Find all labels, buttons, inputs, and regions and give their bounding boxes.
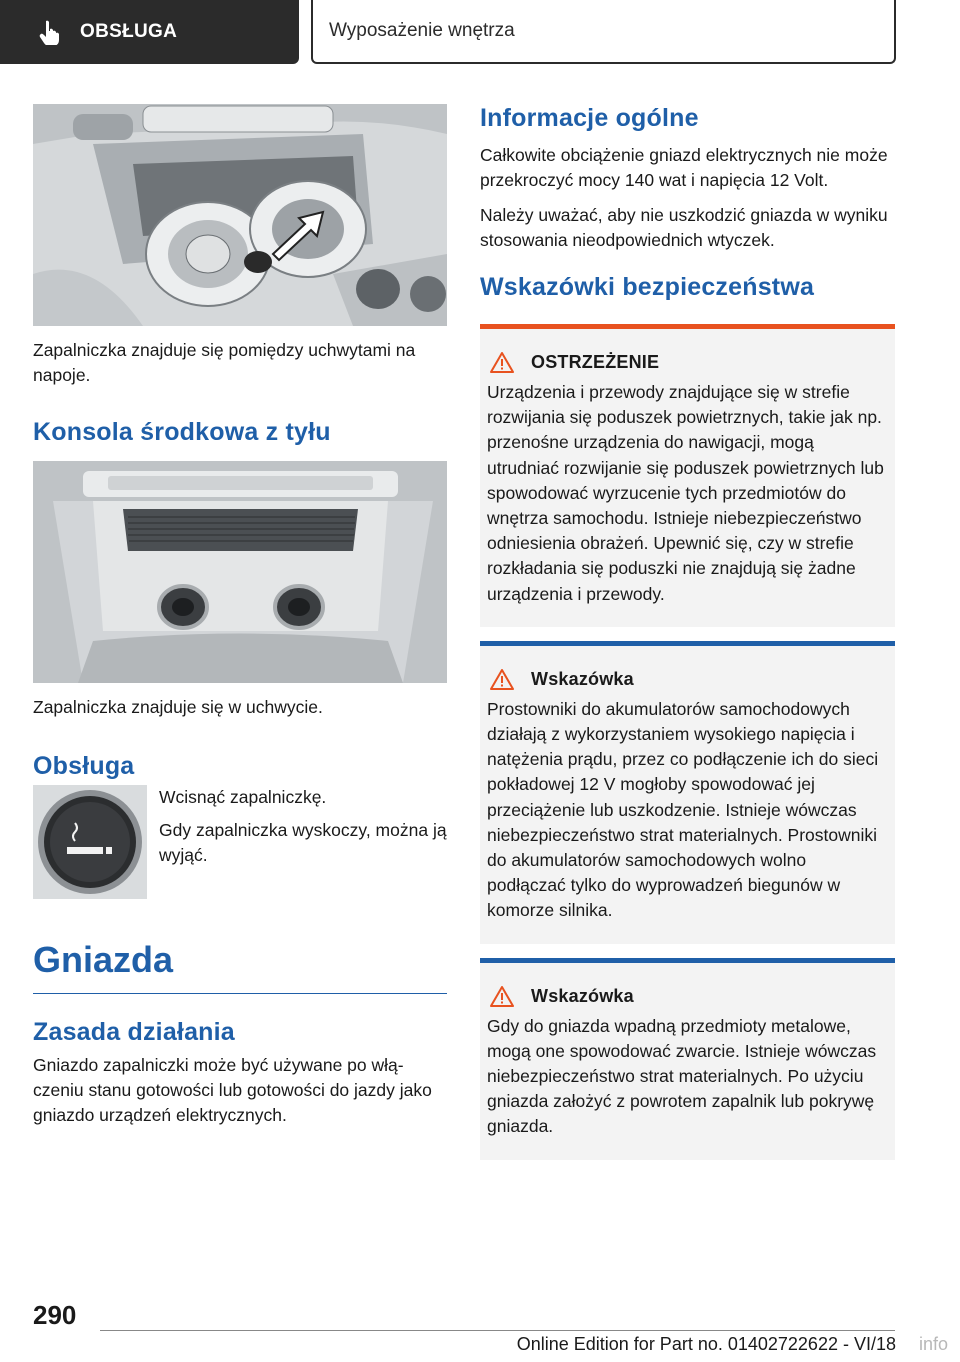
note-box-metal [480, 958, 895, 1160]
note-title-row [487, 985, 887, 1008]
operation-block [33, 785, 447, 899]
note-title-row [487, 668, 887, 691]
warning-triangle-icon [489, 668, 515, 691]
heading-rear-console: Konsola środkowa z tyłu [33, 418, 331, 446]
general-text-load: Całkowite obciążenie gniazd elektrycznych nie może przekroczyć mocy 140 wat i napięcia 12 Volt. [480, 145, 888, 190]
warning-text: Urządzenia i przewody znajdujące się w strefie rozwijania się poduszek powietrznych, takie jak np. przenośne urządzenia do nawigacji, mogą utrudniać rozwijanie się poduszek powietrznych lub spowodować wyrzucenie tych przedmiotów do wnętrza samochodu. Istnieje niebezpieczeństwo odniesienia obrażeń. Upewnić się, czy w strefie rozkładania się poduszki nie znajdują się żadne urządzenia i przewody. [487, 382, 884, 604]
note-title: Wskazówka [531, 985, 634, 1006]
heading-operation: Obsługa [33, 752, 135, 780]
heading-principle: Zasada działania [33, 1018, 235, 1046]
warning-triangle-icon [489, 985, 515, 1008]
section-label: OBSŁUGA [80, 21, 178, 42]
operation-text [159, 785, 447, 899]
general-text-plugs: Należy uważać, aby nie uszkodzić gniazda w wyniku stosowania nieodpowiednich wtyczek. [480, 205, 888, 250]
warning-title-row [487, 351, 887, 374]
note-text: Prostowniki do akumulatorów samochodowych działają z wykorzystaniem wysokiego napięcia i natężenia prądu, przez co podłączenie ich do sieci pokładowej 12 V mogłoby spowodować jej przeciążenie lub uszkodzenie. Istnieje wówczas niebezpieczeństwo strat materialnych. Prostowniki do akumulatorów samochodowych wolno podłączać tylko do wyprowadzeń biegunów w komorze silnika. [487, 698, 879, 921]
left-column [33, 104, 447, 1128]
lighter-button-photo [33, 785, 147, 899]
chapter-tab[interactable] [311, 0, 896, 64]
heading-safety: Wskazówki bezpieczeństwa [480, 273, 815, 301]
heading-general-info: Informacje ogólne [480, 104, 699, 132]
edition-text: Online Edition for Part no. 01402722622 - VI/18 [516, 1334, 896, 1354]
warning-triangle-icon [489, 351, 515, 374]
principle-text: Gniazdo zapalniczki może być używane po włączeniu stanu gotowości lub gotowości do jazdy jako gniazdo urządzeń elektrycznych. [33, 1055, 432, 1125]
section-tab[interactable] [0, 0, 299, 64]
heading-divider [33, 993, 447, 994]
cupholder-lighter-photo [33, 104, 447, 326]
rear-console-photo [33, 461, 447, 683]
note-text: Gdy do gniazda wpadną przedmioty metalowe, mogą one spowodować zwarcie. Istnieje wówczas niebezpieczeństwo strat materialnych. Po użyciu gniazda założyć z powrotem zapalnik lub pokrywę gniazda. [487, 1015, 877, 1137]
operation-step-remove: Gdy zapalniczka wyskoczy, można ją wyjąć. [159, 820, 447, 865]
hand-pointer-icon [38, 19, 64, 45]
footer-divider [100, 1330, 895, 1331]
right-column [480, 104, 895, 1160]
caption-front: Zapalniczka znajduje się pomiędzy uchwytami na napoje. [33, 340, 416, 385]
caption-rear: Zapalniczka znajduje się w uchwycie. [33, 697, 323, 717]
note-title: Wskazówka [531, 668, 634, 689]
watermark: info [918, 1334, 948, 1354]
chapter-title: Wyposażenie wnętrza [329, 20, 515, 41]
operation-step-press: Wcisnąć zapalniczkę. [159, 787, 327, 807]
note-box-chargers [480, 641, 895, 944]
heading-sockets: Gniazda [33, 939, 174, 980]
warning-title: OSTRZEŻENIE [531, 352, 660, 372]
warning-box [480, 324, 895, 627]
page-number: 290 [33, 1300, 77, 1330]
